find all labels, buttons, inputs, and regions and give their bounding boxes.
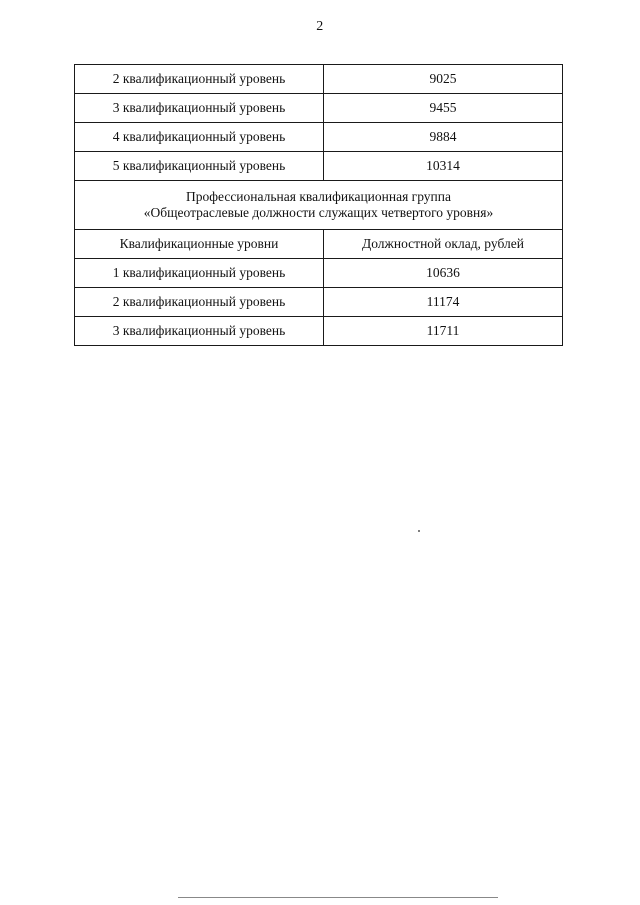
table-row — [75, 123, 563, 152]
table-row — [75, 259, 563, 288]
qualification-level-cell: 5 квалификационный уровень — [75, 152, 324, 181]
salary-cell: 9025 — [324, 65, 563, 94]
column-header-levels: Квалификационные уровни — [75, 230, 324, 259]
qualification-level-cell: 1 квалификационный уровень — [75, 259, 324, 288]
column-header-salary: Должностной оклад, рублей — [324, 230, 563, 259]
group-heading-cell — [75, 181, 563, 230]
group-heading-row — [75, 181, 563, 230]
qualification-level-cell: 3 квалификационный уровень — [75, 94, 324, 123]
group-heading-line2: «Общеотраслевые должности служащих четвертого уровня» — [143, 205, 494, 220]
table-row — [75, 317, 563, 346]
qualification-level-cell: 2 квалификационный уровень — [75, 65, 324, 94]
column-header-row — [75, 230, 563, 259]
salary-cell: 9455 — [324, 94, 563, 123]
group-heading-line1: Профессиональная квалификационная группа — [186, 189, 451, 204]
salary-cell: 11711 — [324, 317, 563, 346]
scan-speck — [418, 530, 420, 532]
salary-cell: 10636 — [324, 259, 563, 288]
page-number: 2 — [316, 19, 324, 34]
table-row — [75, 152, 563, 181]
salary-table — [74, 64, 563, 346]
qualification-level-cell: 3 квалификационный уровень — [75, 317, 324, 346]
qualification-level-cell: 4 квалификационный уровень — [75, 123, 324, 152]
qualification-level-cell: 2 квалификационный уровень — [75, 288, 324, 317]
table-row — [75, 65, 563, 94]
table-row — [75, 288, 563, 317]
salary-cell: 11174 — [324, 288, 563, 317]
bottom-rule — [178, 897, 498, 898]
salary-cell: 10314 — [324, 152, 563, 181]
table-row — [75, 94, 563, 123]
salary-cell: 9884 — [324, 123, 563, 152]
